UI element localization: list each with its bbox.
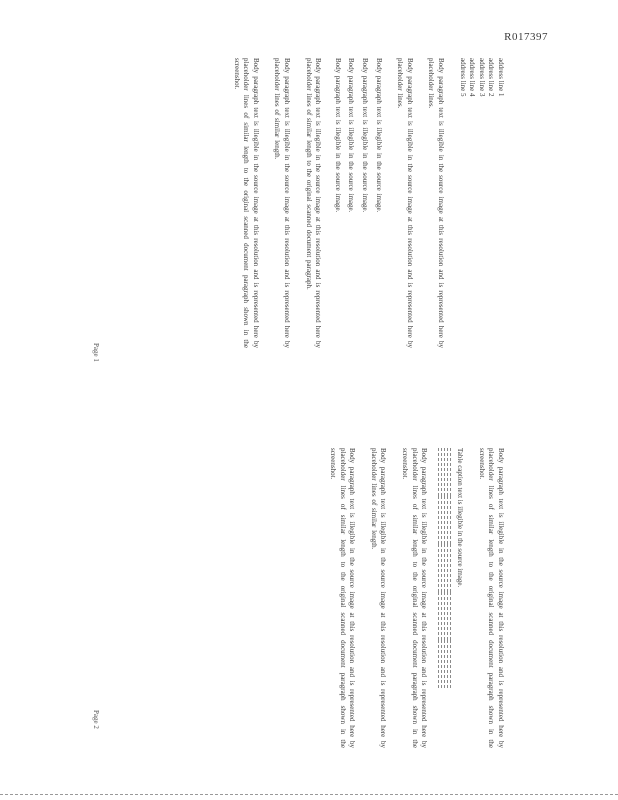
table-header-cell [451, 592, 454, 640]
table-cell [445, 640, 448, 688]
page-label-lower: Page 2 [92, 710, 100, 729]
table-cell [439, 640, 442, 688]
table-cell [445, 448, 448, 496]
body-paragraph: Body paragraph text is illegible in the source image at this resolution and is represented here by placeholder lines. [396, 58, 414, 348]
table-cell [448, 544, 451, 592]
body-paragraph: Body paragraph text is illegible in the source image at this resolution and is represented here by placeholder lines of similar length to the original scanned document paragraph shown in the screenshot. [329, 448, 357, 748]
address-block [457, 58, 505, 348]
body-paragraph: Body paragraph text is illegible in the source image. [361, 58, 370, 213]
body-paragraph: Body paragraph text is illegible in the source image at this resolution and is represented here by placeholder lines. [427, 58, 446, 348]
upper-text-block [219, 58, 505, 348]
address-line: address line 3 [477, 58, 486, 97]
table-header-cell [451, 496, 454, 544]
table-cell [448, 640, 451, 688]
table-row [445, 448, 448, 688]
table-cell [448, 592, 451, 640]
table-caption: Table caption text is illegible in the source image. [456, 448, 465, 588]
body-paragraph: Body paragraph text is illegible in the source image. [347, 58, 356, 213]
data-table [438, 448, 464, 688]
table-cell [439, 496, 442, 544]
scan-edge-line [0, 794, 618, 795]
table-cell [439, 448, 442, 496]
table-cell [448, 496, 451, 544]
table-cell [439, 544, 442, 592]
body-paragraph: Body paragraph text is illegible in the source image at this resolution and is represented here by placeholder lines of similar length. [369, 448, 388, 748]
body-paragraph: Body paragraph text is illegible in the source image. [333, 58, 342, 213]
body-paragraph: Body paragraph text is illegible in the source image at this resolution and is represented here by placeholder lines of similar length. [273, 58, 292, 348]
document-id: R017397 [504, 31, 548, 43]
table-cell [442, 544, 445, 592]
body-paragraph: Body paragraph text is illegible in the source image at this resolution and is represented here by placeholder lines of similar length to the original scanned document paragraph. [304, 58, 323, 348]
table-row [439, 448, 442, 688]
body-paragraph: Body paragraph text is illegible in the source image at this resolution and is represented here by placeholder lines of similar length to the original scanned document paragraph shown in the screenshot. [232, 58, 260, 348]
address-line: address line 1 [497, 58, 505, 97]
table-header-cell [451, 448, 454, 496]
page-label-upper: Page 1 [92, 343, 100, 362]
table-row [448, 448, 451, 688]
table-cell [448, 448, 451, 496]
table-cell [442, 592, 445, 640]
table-cell [439, 592, 442, 640]
body-paragraph: Body paragraph text is illegible in the source image at this resolution and is represented here by placeholder lines of similar length to the original scanned document paragraph shown in the screenshot. [477, 448, 505, 748]
table-cell [442, 448, 445, 496]
table-cell [442, 496, 445, 544]
table-cell [445, 592, 448, 640]
table-cell [442, 640, 445, 688]
table-cell [445, 496, 448, 544]
table-header-row [451, 448, 454, 688]
table-header-cell [451, 640, 454, 688]
table-header-cell [451, 544, 454, 592]
body-paragraph: Body paragraph text is illegible in the source image at this resolution and is represented here by placeholder lines of similar length to the original scanned document paragraph shown in the screenshot. [401, 448, 429, 748]
body-paragraph: Body paragraph text is illegible in the source image. [374, 58, 383, 213]
address-line: address line 4 [468, 58, 477, 97]
table-row [442, 448, 445, 688]
table-cell [445, 544, 448, 592]
lower-text-block [315, 448, 505, 748]
address-line: address line 2 [487, 58, 496, 97]
address-line: address line 5 [458, 58, 467, 97]
